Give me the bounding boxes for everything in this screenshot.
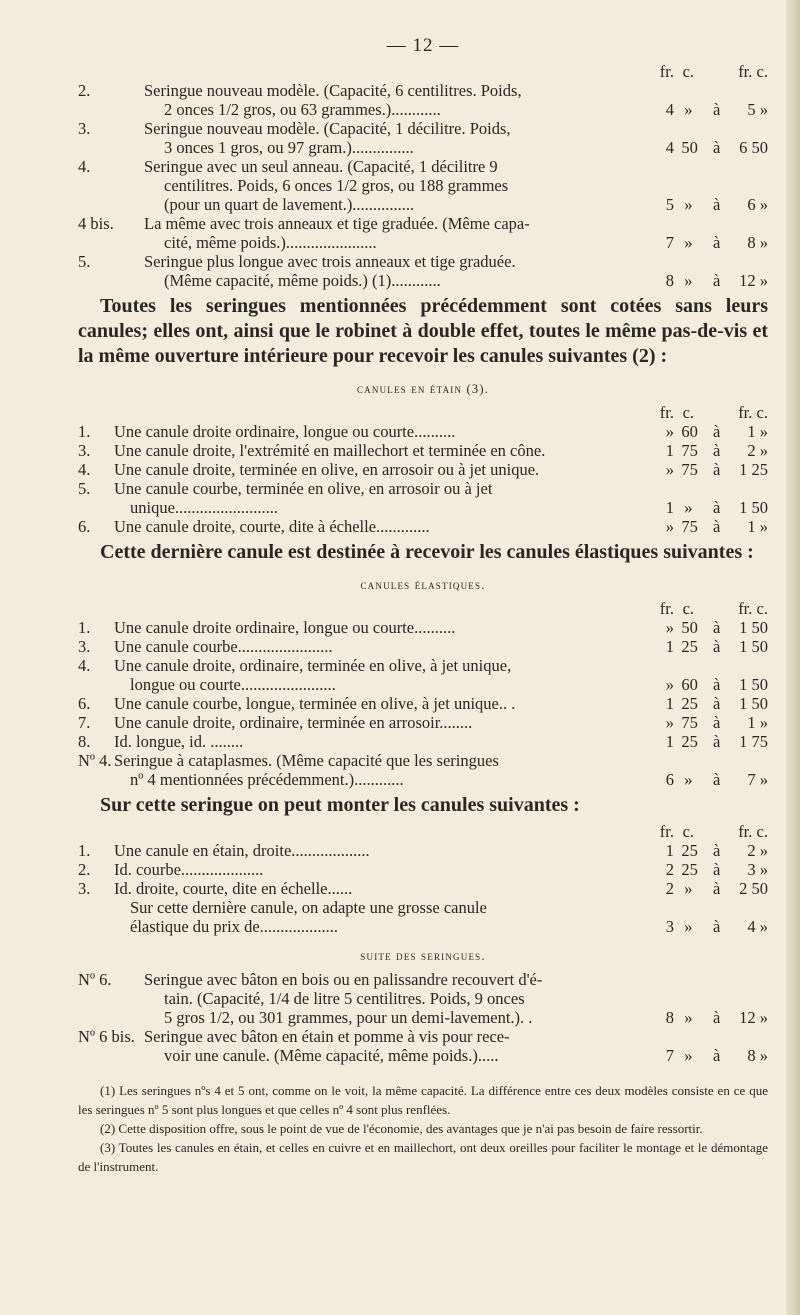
price-max-francs: 1	[747, 713, 756, 732]
list-item	[78, 618, 768, 637]
entry-number: 5.	[78, 479, 91, 498]
price-max-francs: 4	[747, 917, 756, 936]
entry-number: 4.	[78, 656, 91, 675]
price-max-centimes: »	[759, 271, 768, 290]
price	[638, 422, 768, 441]
entry-number: 5.	[78, 252, 91, 271]
price-min-centimes: 75	[681, 713, 698, 732]
entry-text: tain. (Capacité, 1/4 de litre 5 centilitres. Poids, 9 onces	[164, 989, 525, 1008]
entry-text: La même avec trois anneaux et tige graduée. (Même capa-	[144, 214, 530, 233]
list-item	[78, 879, 768, 936]
entry-number: 3.	[78, 119, 91, 138]
price-header-c2: c.	[756, 62, 768, 81]
price-min-francs: 1	[665, 441, 674, 460]
price-separator: à	[712, 732, 721, 751]
price	[638, 860, 768, 879]
footnotes	[78, 1081, 768, 1176]
entry-number: 7.	[78, 713, 91, 732]
price-max-francs: 5	[747, 100, 756, 119]
price-separator: à	[712, 841, 721, 860]
entry-text: Une canule droite, ordinaire, terminée en olive, à jet unique,	[114, 656, 512, 675]
price-min-francs: 1	[665, 694, 674, 713]
price	[638, 100, 768, 119]
price-max-francs: 6	[747, 195, 756, 214]
price-max-centimes: 50	[751, 879, 768, 898]
price	[638, 460, 768, 479]
price-max-francs: 1	[739, 675, 748, 694]
price-separator: à	[712, 694, 721, 713]
list-item	[78, 713, 768, 732]
price-max-francs: 1	[747, 517, 756, 536]
price-min-francs: »	[665, 675, 674, 694]
price-min-centimes: »	[684, 498, 693, 517]
entry-text: Une canule droite, ordinaire, terminée en arrosoir........	[114, 713, 473, 732]
entry-line	[78, 989, 768, 1008]
entry-text: Une canule courbe, longue, terminée en olive, à jet unique.. .	[114, 694, 516, 713]
price-max-francs: 1	[739, 460, 748, 479]
price-separator: à	[712, 195, 721, 214]
entry-line	[78, 860, 768, 879]
list-item	[78, 441, 768, 460]
price-min-centimes: »	[684, 917, 693, 936]
entry-text: unique.........................	[130, 498, 279, 517]
price-min-francs: 8	[665, 1008, 674, 1027]
list-item	[78, 157, 768, 214]
price-max-centimes: »	[759, 1046, 768, 1065]
price-separator: à	[712, 1046, 721, 1065]
price	[638, 271, 768, 290]
price-max-francs: 7	[747, 770, 756, 789]
entry-text: Seringue nouveau modèle. (Capacité, 6 centilitres. Poids,	[144, 81, 522, 100]
entry-text: Une canule droite ordinaire, longue ou courte..........	[114, 422, 456, 441]
price-min-centimes: 25	[681, 637, 698, 656]
entry-number: 3.	[78, 879, 91, 898]
entry-number: 3.	[78, 637, 91, 656]
price-max-francs: 8	[747, 233, 756, 252]
price-separator: à	[712, 517, 721, 536]
entry-line	[78, 898, 768, 917]
price-max-centimes: »	[759, 517, 768, 536]
price-min-centimes: »	[684, 195, 693, 214]
price	[638, 917, 768, 936]
price-max-centimes: »	[759, 233, 768, 252]
price-max-francs: 1	[739, 618, 748, 637]
price-max-francs: 2	[747, 841, 756, 860]
etain-list	[78, 422, 768, 536]
price-min-centimes: 25	[681, 841, 698, 860]
price-header-fr2: fr.	[738, 62, 753, 81]
price	[638, 1008, 768, 1027]
price-separator: à	[712, 441, 721, 460]
page-content	[78, 30, 768, 1176]
price-min-centimes: 60	[681, 422, 698, 441]
price	[638, 498, 768, 517]
entry-number: 8.	[78, 732, 91, 751]
entry-number: Nº 6 bis.	[78, 1027, 135, 1046]
entry-text: Id. droite, courte, dite en échelle......	[114, 879, 353, 898]
price-min-francs: 8	[665, 271, 674, 290]
price-max-francs: 2	[747, 441, 756, 460]
entry-number: 4.	[78, 460, 91, 479]
entry-text: Id. courbe....................	[114, 860, 264, 879]
price-min-francs: 6	[665, 770, 674, 789]
entry-number: 3.	[78, 441, 91, 460]
price-max-centimes: 50	[751, 675, 768, 694]
price-min-centimes: »	[684, 1008, 693, 1027]
price-separator: à	[712, 770, 721, 789]
entry-line	[78, 157, 768, 176]
price	[638, 1046, 768, 1065]
price-max-centimes: 50	[751, 498, 768, 517]
price-min-centimes: 60	[681, 675, 698, 694]
price	[638, 637, 768, 656]
entry-line	[78, 751, 768, 770]
entry-number: 1.	[78, 841, 91, 860]
price-max-centimes: »	[759, 100, 768, 119]
entry-text: voir une canule. (Même capacité, même poids.).....	[164, 1046, 499, 1065]
entry-text: nº 4 mentionnées précédemment.)............	[130, 770, 404, 789]
price	[638, 195, 768, 214]
entry-text: (pour un quart de lavement.)...............	[164, 195, 415, 214]
price-max-centimes: »	[759, 841, 768, 860]
entry-line	[78, 119, 768, 138]
entry-line	[78, 176, 768, 195]
price-min-centimes: 25	[681, 860, 698, 879]
price	[638, 618, 768, 637]
price-max-francs: 1	[739, 732, 748, 751]
list-item	[78, 694, 768, 713]
entry-text: 3 onces 1 gros, ou 97 gram.)...............	[164, 138, 414, 157]
entry-text: Seringue plus longue avec trois anneaux et tige graduée.	[144, 252, 516, 271]
price-min-francs: »	[665, 618, 674, 637]
price-max-francs: 8	[747, 1046, 756, 1065]
section-title-elastiques: canules élastiques.	[360, 578, 486, 592]
entry-line	[78, 138, 768, 157]
entry-text: 2 onces 1/2 gros, ou 63 grammes.)............	[164, 100, 441, 119]
price-separator: à	[712, 618, 721, 637]
entry-line	[78, 1008, 768, 1027]
list-item	[78, 970, 768, 1027]
price-max-centimes: »	[759, 422, 768, 441]
suite-list	[78, 970, 768, 1065]
entry-text: cité, même poids.)......................	[164, 233, 377, 252]
price-min-centimes: »	[684, 1046, 693, 1065]
price-max-francs: 1	[739, 694, 748, 713]
entry-number: 6.	[78, 694, 91, 713]
entry-line	[78, 271, 768, 290]
price-min-francs: »	[665, 517, 674, 536]
price	[638, 517, 768, 536]
list-item	[78, 637, 768, 656]
entry-line	[78, 441, 768, 460]
price-min-francs: 7	[665, 233, 674, 252]
entry-text: Seringue avec un seul anneau. (Capacité, 1 décilitre 9	[144, 157, 498, 176]
price-header-cataplasmes: fr. c. fr. c.	[659, 822, 768, 841]
price-min-francs: 2	[665, 879, 674, 898]
price-separator: à	[712, 233, 721, 252]
entry-line	[78, 81, 768, 100]
seringues-list	[78, 81, 768, 290]
list-item	[78, 656, 768, 694]
price-min-centimes: 50	[681, 138, 698, 157]
price-max-francs: 12	[739, 271, 756, 290]
entry-number: 1.	[78, 422, 91, 441]
price-min-centimes: »	[684, 100, 693, 119]
list-item	[78, 460, 768, 479]
entry-line	[78, 970, 768, 989]
entry-text: Id. longue, id. ........	[114, 732, 244, 751]
price-separator: à	[712, 879, 721, 898]
elastiques-list	[78, 618, 768, 789]
price-max-francs: 1	[739, 637, 748, 656]
price-min-centimes: »	[684, 879, 693, 898]
price-separator: à	[712, 675, 721, 694]
price-min-francs: »	[665, 713, 674, 732]
entry-text: Une canule droite, courte, dite à échelle.............	[114, 517, 430, 536]
price-max-centimes: »	[759, 195, 768, 214]
list-item	[78, 119, 768, 157]
price-separator: à	[712, 498, 721, 517]
entry-line	[78, 214, 768, 233]
price-max-centimes: 50	[751, 637, 768, 656]
price-min-centimes: »	[684, 770, 693, 789]
entry-text: élastique du prix de...................	[130, 917, 339, 936]
price-min-francs: »	[665, 460, 674, 479]
price-min-centimes: 25	[681, 694, 698, 713]
entry-line	[78, 460, 768, 479]
entry-text: Seringue à cataplasmes. (Même capacité que les seringues	[114, 751, 499, 770]
price-max-centimes: 25	[751, 460, 768, 479]
price-header-elastiques: fr. c. fr. c.	[659, 599, 768, 618]
price-max-centimes: 50	[751, 138, 768, 157]
price-header	[78, 62, 768, 81]
entry-line	[78, 713, 768, 732]
section-title-etain: canules en étain (3).	[356, 382, 490, 396]
page-number: — 12 —	[386, 35, 460, 56]
price-min-francs: »	[665, 422, 674, 441]
price-separator: à	[712, 271, 721, 290]
price-max-francs: 2	[739, 879, 748, 898]
price-min-francs: 7	[665, 1046, 674, 1065]
entry-line	[78, 917, 768, 936]
price-min-centimes: »	[684, 233, 693, 252]
entry-text: Seringue avec bâton en bois ou en palissandre recouvert d'é-	[144, 970, 543, 989]
list-item	[78, 1027, 768, 1065]
price-min-centimes: 50	[681, 618, 698, 637]
entry-text: Seringue avec bâton en étain et pomme à vis pour rece-	[144, 1027, 510, 1046]
price-min-francs: 2	[665, 860, 674, 879]
list-item	[78, 479, 768, 517]
price-max-francs: 1	[747, 422, 756, 441]
entry-number: 6.	[78, 517, 91, 536]
price	[638, 233, 768, 252]
price-header-c: c.	[682, 62, 695, 81]
entry-line	[78, 841, 768, 860]
entry-line	[78, 100, 768, 119]
list-item	[78, 732, 768, 751]
price-max-centimes: »	[759, 441, 768, 460]
list-item	[78, 214, 768, 252]
entry-line	[78, 732, 768, 751]
price-separator: à	[712, 460, 721, 479]
entry-text: centilitres. Poids, 6 onces 1/2 gros, ou 188 grammes	[164, 176, 509, 195]
price-max-francs: 3	[747, 860, 756, 879]
price-separator: à	[712, 860, 721, 879]
entry-number: 4 bis.	[78, 214, 114, 233]
footnote-1: (1) Les seringues nºs 4 et 5 ont, comme on le voit, la même capacité. La différence entre ces deux modèles consiste en ce que les seringues nº 5 sont plus longues et que celles nº 4 sont plus renflées.	[78, 1083, 768, 1117]
price	[638, 841, 768, 860]
price-header-fr: fr.	[659, 62, 674, 81]
entry-line	[78, 637, 768, 656]
cataplasmes-list	[78, 841, 768, 936]
price	[638, 879, 768, 898]
price-separator: à	[712, 1008, 721, 1027]
entry-line	[78, 1027, 768, 1046]
price-max-centimes: »	[759, 1008, 768, 1027]
entry-line	[78, 252, 768, 271]
entry-number: 2.	[78, 860, 91, 879]
list-item	[78, 252, 768, 290]
entry-text: Une canule droite, terminée en olive, en arrosoir ou à jet unique.	[114, 460, 540, 479]
section-title-suite: suite des seringues.	[360, 949, 486, 963]
entry-line	[78, 422, 768, 441]
entry-number: 1.	[78, 618, 91, 637]
entry-text: Une canule droite, l'extrémité en maillechort et terminée en cône.	[114, 441, 546, 460]
entry-number: 4.	[78, 157, 91, 176]
price	[638, 770, 768, 789]
entry-text: longue ou courte.......................	[130, 675, 336, 694]
price	[638, 694, 768, 713]
entry-line	[78, 479, 768, 498]
price-max-centimes: »	[759, 770, 768, 789]
entry-text: (Même capacité, même poids.) (1)............	[164, 271, 441, 290]
page-edge	[786, 0, 800, 1315]
price-min-francs: 1	[665, 498, 674, 517]
entry-line	[78, 233, 768, 252]
price-min-francs: 1	[665, 637, 674, 656]
price-max-centimes: 75	[751, 732, 768, 751]
price-header-etain: fr. c. fr. c.	[659, 403, 768, 422]
price-separator: à	[712, 422, 721, 441]
price-max-francs: 1	[739, 498, 748, 517]
price	[638, 675, 768, 694]
entry-line	[78, 656, 768, 675]
paragraph-seringues-note: Toutes les seringues mentionnées précédemment sont cotées sans leurs canules; elles ont, ainsi que le robinet à double effet, toutes le même pas-de-vis et la même ouverture intérieure pour recevoir les canules suivantes (2) :	[78, 295, 768, 367]
price-separator: à	[712, 713, 721, 732]
price-max-centimes: »	[759, 917, 768, 936]
price-max-francs: 12	[739, 1008, 756, 1027]
footnote-3: (3) Toutes les canules en étain, et celles en cuivre et en maillechort, ont deux oreilles pour faciliter le montage et le démontage de l'instrument.	[78, 1140, 768, 1174]
entry-line	[78, 694, 768, 713]
entry-line	[78, 618, 768, 637]
price	[638, 713, 768, 732]
paragraph-elastiques-note: Cette dernière canule est destinée à recevoir les canules élastiques suivantes :	[100, 541, 754, 563]
list-item	[78, 860, 768, 879]
price-min-centimes: 25	[681, 732, 698, 751]
price-max-centimes: »	[759, 860, 768, 879]
price-min-francs: 4	[665, 100, 674, 119]
price-min-centimes: 75	[681, 460, 698, 479]
entry-number: Nº 6.	[78, 970, 112, 989]
price-max-centimes: 50	[751, 694, 768, 713]
entry-line	[78, 879, 768, 898]
price-min-francs: 5	[665, 195, 674, 214]
price-max-centimes: 50	[751, 618, 768, 637]
price-separator: à	[712, 100, 721, 119]
price-min-francs: 1	[665, 841, 674, 860]
entry-text: Sur cette dernière canule, on adapte une grosse canule	[130, 898, 487, 917]
price-max-francs: 6	[739, 138, 748, 157]
entry-text: 5 gros 1/2, ou 301 grammes, pour un demi-lavement.). .	[164, 1008, 533, 1027]
entry-number: 2.	[78, 81, 91, 100]
price-min-centimes: 75	[681, 517, 698, 536]
price	[638, 138, 768, 157]
price-min-francs: 3	[665, 917, 674, 936]
price	[638, 441, 768, 460]
price-min-francs: 1	[665, 732, 674, 751]
price-min-centimes: 75	[681, 441, 698, 460]
price-separator: à	[712, 138, 721, 157]
entry-text: Une canule courbe, terminée en olive, en arrosoir ou à jet	[114, 479, 493, 498]
paragraph-cataplasmes-note: Sur cette seringue on peut monter les canules suivantes :	[100, 794, 580, 816]
list-item	[78, 81, 768, 119]
price-max-centimes: »	[759, 713, 768, 732]
entry-line	[78, 517, 768, 536]
price	[638, 732, 768, 751]
price-min-francs: 4	[665, 138, 674, 157]
entry-text: Une canule en étain, droite...................	[114, 841, 370, 860]
list-item	[78, 841, 768, 860]
price-min-centimes: »	[684, 271, 693, 290]
entry-line	[78, 1046, 768, 1065]
entry-text: Seringue nouveau modèle. (Capacité, 1 décilitre. Poids,	[144, 119, 511, 138]
price-separator: à	[712, 637, 721, 656]
price-separator: à	[712, 917, 721, 936]
entry-line	[78, 498, 768, 517]
list-item	[78, 517, 768, 536]
entry-text: Une canule droite ordinaire, longue ou courte..........	[114, 618, 456, 637]
entry-number: Nº 4.	[78, 751, 112, 770]
footnote-2: (2) Cette disposition offre, sous le point de vue de l'économie, des avantages que je n'ai pas besoin de faire ressortir.	[100, 1121, 703, 1136]
entry-line	[78, 195, 768, 214]
list-item	[78, 422, 768, 441]
entry-line	[78, 770, 768, 789]
list-item	[78, 751, 768, 789]
entry-text: Une canule courbe.......................	[114, 637, 333, 656]
entry-line	[78, 675, 768, 694]
